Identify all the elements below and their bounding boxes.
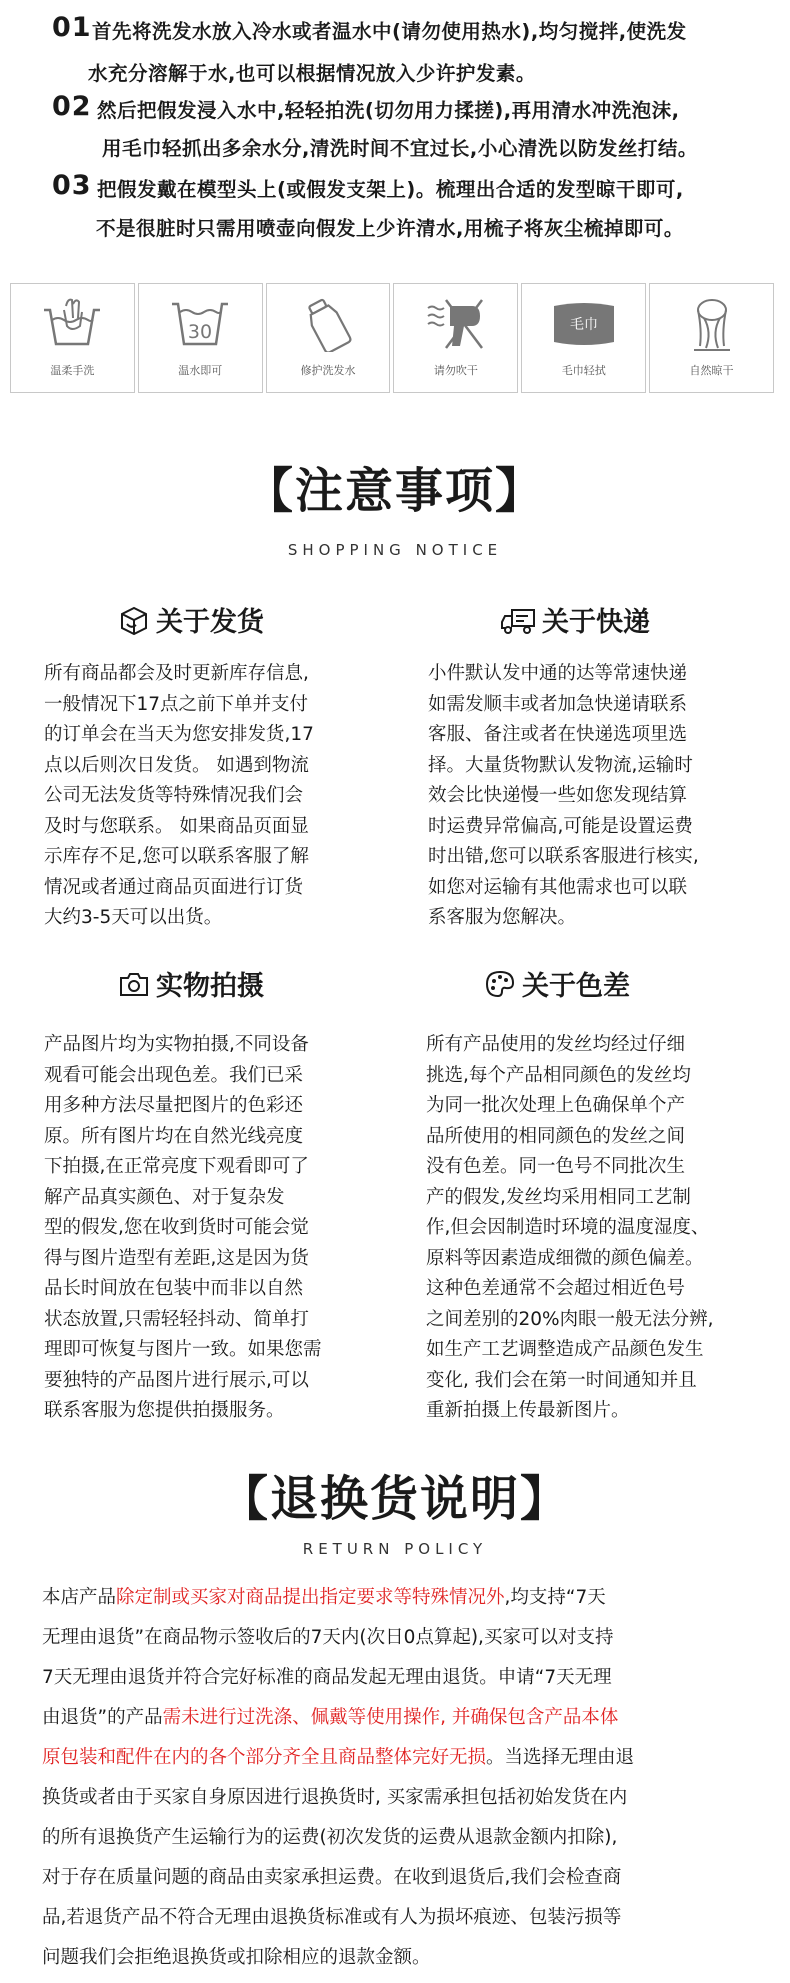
care-label: 毛巾轻拭 [561, 364, 606, 377]
text-line: 小件默认发中通的达等常速快递 [428, 663, 688, 684]
text-line: 的订单会在当天为您安排发货,17 [44, 724, 314, 745]
color-palette-icon [484, 969, 516, 999]
gentle-hand-wash-icon [40, 296, 104, 352]
care-item [521, 283, 646, 393]
text-line: 重新拍摄上传最新图片。 [426, 1400, 630, 1421]
policy-line [42, 1698, 772, 1738]
care-label: 自然晾干 [689, 364, 734, 377]
policy-highlight: 除定制或买家对商品提出指定要求等特殊情况外 [116, 1587, 505, 1608]
text-line: 没有色差。同一色号不同批次生 [426, 1156, 686, 1177]
towel-icon [548, 296, 620, 352]
text-line: 下拍摄,在正常亮度下观看即可了 [44, 1156, 309, 1177]
returns-subtitle: RETURN POLICY [302, 1540, 488, 1558]
hanger-dry-icon [680, 296, 744, 352]
block-body-shipping [44, 659, 314, 934]
no-blow-dry-icon [424, 296, 488, 352]
text-line: 情况或者通过商品页面进行订货 [44, 876, 304, 898]
care-label: 请勿吹干 [433, 364, 478, 377]
text-line: 用多种方法尽量把图片的色彩还 [44, 1095, 304, 1116]
policy-line [42, 1858, 772, 1898]
policy-text: 本店产品 [42, 1587, 117, 1608]
policy-highlight: 需未进行过洗涤、佩戴等使用操作, 并确保包含产品本体 [162, 1707, 619, 1728]
policy-text: 换货或者由于买家自身原因进行退换货时, 买家需承担包括初始发货在内 [42, 1787, 628, 1808]
policy-line [42, 1658, 772, 1698]
block-title-express [500, 600, 650, 639]
policy-line [42, 1818, 772, 1858]
text-line: 择。大量货物默认发物流,运输时 [428, 754, 693, 776]
step-number: 02 [52, 91, 92, 122]
text-line: 点以后则次日发货。 如遇到物流 [44, 754, 309, 776]
step-number: 01 [52, 12, 92, 43]
policy-text: ,均支持“7天 [504, 1587, 606, 1608]
block-body-photos [44, 1030, 322, 1427]
text-line: 解产品真实颜色、对于复杂发 [44, 1186, 285, 1208]
block-body-express [428, 659, 699, 934]
text-line: 原料等因素造成细微的颜色偏差。 [426, 1247, 704, 1269]
text-line: 所有商品都会及时更新库存信息, [44, 663, 309, 684]
block-title-text: 实物拍摄 [156, 971, 264, 1002]
text-line: 示库存不足,您可以联系客服了解 [44, 846, 309, 867]
text-line: 及时与您联系。 如果商品页面显 [44, 815, 309, 837]
policy-text: 7天无理由退货并符合完好标准的商品发起无理由退货。申请“7天无理 [42, 1667, 612, 1688]
camera-icon [118, 969, 150, 999]
care-item [393, 283, 518, 393]
care-label: 修护洗发水 [300, 364, 356, 377]
block-title-text: 关于色差 [522, 971, 630, 1002]
block-title-text: 关于发货 [156, 607, 264, 638]
text-line: 如您对运输有其他需求也可以联 [428, 876, 688, 898]
text-line: 公司无法发货等特殊情况我们会 [44, 785, 304, 806]
notice-subtitle: SHOPPING NOTICE [287, 541, 503, 559]
policy-line [42, 1738, 772, 1778]
care-icons-row [10, 283, 774, 393]
policy-highlight: 原包装和配件在内的各个部分齐全且商品整体完好无损 [42, 1747, 487, 1768]
delivery-truck-icon [500, 604, 536, 636]
policy-text: 品,若退货产品不符合无理由退换货标准或有人为损坏痕迹、包装污损等 [42, 1907, 622, 1928]
step-text: 用毛巾轻抓出多余水分,清洗时间不宜过长,小心清洗以防发丝打结。 [102, 137, 698, 160]
block-title-photos [118, 964, 264, 1003]
care-shampoo-bottle-icon [296, 296, 360, 352]
notice-title: 【注意事项】 [244, 463, 545, 519]
text-line: 观看可能会出现色差。我们已采 [44, 1064, 304, 1086]
water-temp-value: 30 [188, 321, 213, 343]
policy-line [42, 1938, 772, 1978]
return-policy-text [42, 1578, 772, 1978]
policy-text: 。当选择无理由退 [486, 1747, 635, 1768]
policy-text: 无理由退货”在商品物示签收后的7天内(次日0点算起),买家可以对支持 [42, 1627, 614, 1648]
delivery-box-icon [118, 604, 150, 636]
text-line: 这种色差通常不会超过相近色号 [426, 1278, 686, 1299]
text-line: 之间差别的20%肉眼一般无法分辨, [426, 1308, 714, 1330]
text-line: 品长时间放在包装中而非以自然 [44, 1278, 304, 1299]
policy-text: 问题我们会拒绝退换货或扣除相应的退款金额。 [42, 1947, 431, 1968]
care-item [649, 283, 774, 393]
policy-line [42, 1578, 772, 1618]
text-line: 作,但会因制造时环境的温度湿度、 [426, 1217, 710, 1238]
step-text: 不是很脏时只需用喷壶向假发上少许清水,用梳子将灰尘梳掉即可。 [96, 217, 684, 240]
policy-line [42, 1778, 772, 1818]
text-line: 产品图片均为实物拍摄,不同设备 [44, 1034, 309, 1055]
text-line: 时运费异常偏高,可能是设置运费 [428, 815, 693, 837]
text-line: 变化, 我们会在第一时间通知并且 [426, 1369, 697, 1391]
care-label: 温水即可 [178, 364, 223, 377]
text-line: 产的假发,发丝均采用相同工艺制 [426, 1186, 691, 1208]
text-line: 联系客服为您提供拍摄服务。 [44, 1400, 285, 1421]
block-title-color [484, 964, 630, 1003]
step-text: 水充分溶解于水,也可以根据情况放入少许护发素。 [88, 62, 536, 85]
text-line: 为同一批次处理上色确保单个产 [426, 1095, 686, 1116]
text-line: 型的假发,您在收到货时可能会觉 [44, 1217, 309, 1238]
step-text: 首先将洗发水放入冷水或者温水中(请勿使用热水),均匀搅拌,使洗发 [92, 20, 687, 43]
text-line: 理即可恢复与图片一致。如果您需 [44, 1339, 322, 1360]
policy-text: 对于存在质量问题的商品由卖家承担运费。在收到退货后,我们会检查商 [42, 1867, 622, 1888]
text-line: 原。所有图片均在自然光线亮度 [44, 1125, 304, 1147]
policy-line [42, 1898, 772, 1938]
block-title-shipping [118, 600, 264, 639]
text-line: 状态放置,只需轻轻抖动、简单打 [44, 1308, 309, 1330]
care-label: 温柔手洗 [50, 364, 95, 377]
care-item [138, 283, 263, 393]
towel-label: 毛巾 [569, 317, 598, 333]
text-line: 挑选,每个产品相同颜色的发丝均 [426, 1064, 691, 1086]
returns-title: 【退换货说明】 [219, 1471, 570, 1527]
policy-line [42, 1618, 772, 1658]
block-title-text: 关于快递 [542, 607, 650, 638]
text-line: 客服、备注或者在快递选项里选 [428, 724, 688, 745]
text-line: 如生产工艺调整造成产品颜色发生 [426, 1339, 704, 1360]
text-line: 系客服为您解决。 [428, 907, 577, 928]
text-line: 一般情况下17点之前下单并支付 [44, 693, 309, 715]
text-line: 所有产品使用的发丝均经过仔细 [426, 1034, 686, 1055]
step-text: 把假发戴在模型头上(或假发支架上)。梳理出合适的发型晾干即可, [97, 178, 684, 201]
policy-text: 由退货”的产品 [42, 1707, 163, 1728]
step-text: 然后把假发浸入水中,轻轻拍洗(切勿用力揉搓),再用清水冲洗泡沫, [97, 99, 680, 122]
step-number: 03 [52, 170, 92, 201]
text-line: 效会比快递慢一些如您发现结算 [428, 785, 688, 806]
policy-text: 的所有退换货产生运输行为的运费(初次发货的运费从退款金额内扣除), [42, 1827, 618, 1848]
text-line: 时出错,您可以联系客服进行核实, [428, 846, 699, 867]
care-item [266, 283, 391, 393]
text-line: 品所使用的相同颜色的发丝之间 [426, 1125, 686, 1147]
text-line: 要独特的产品图片进行展示,可以 [44, 1369, 309, 1391]
block-body-color [426, 1030, 714, 1427]
warm-water-30-icon [168, 296, 232, 352]
text-line: 大约3-5天可以出货。 [44, 907, 223, 928]
care-item [10, 283, 135, 393]
text-line: 如需发顺丰或者加急快递请联系 [428, 693, 688, 715]
text-line: 得与图片造型有差距,这是因为货 [44, 1247, 309, 1269]
